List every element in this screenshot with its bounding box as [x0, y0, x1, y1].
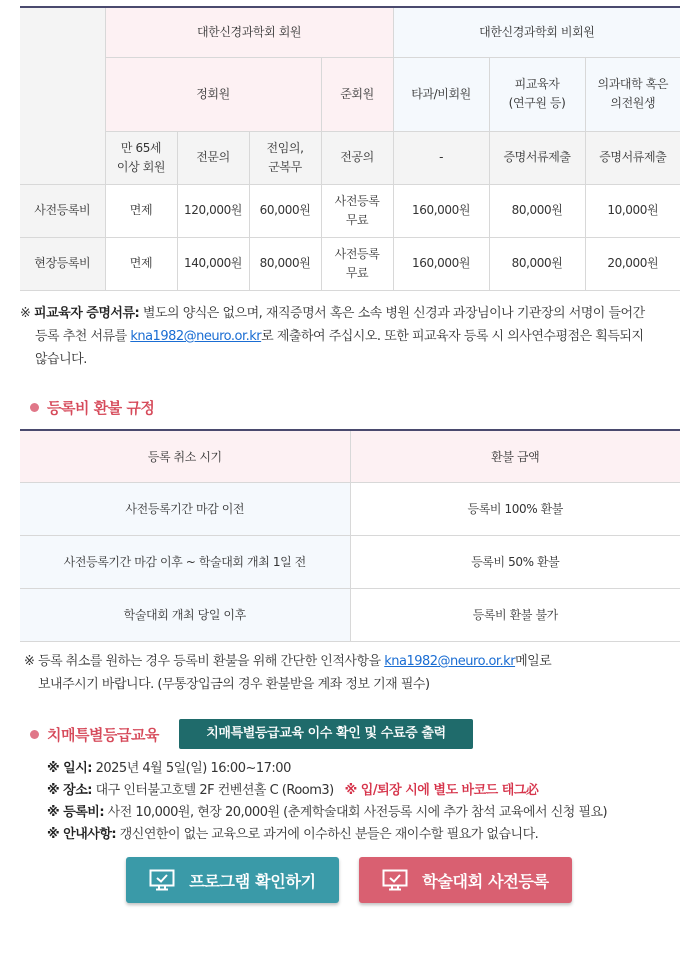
table-cell: 160,000원 [393, 237, 489, 290]
over65-header: 만 65세 이상 회원 [105, 131, 177, 184]
table-cell: 등록비 환불 불가 [350, 588, 680, 641]
table-cell: 160,000원 [393, 184, 489, 237]
note-text-line2b: 로 제출하여 주십시오. 또한 피교육자 등록 시 의사연수평점은 획득되지 [261, 329, 644, 344]
note-text-line2a: 등록 추천 서류를 [35, 329, 131, 344]
refund-note-text-c: 보내주시기 바랍니다. (무통장입금의 경우 환불받을 계좌 정보 기재 필수) [38, 677, 430, 692]
table-cell: 등록비 100% 환불 [350, 482, 680, 535]
table-cell: 60,000원 [249, 184, 321, 237]
note-text-line3: 않습니다. [35, 352, 87, 367]
table-cell: 10,000원 [585, 184, 680, 237]
refund-note-text-a: ※ 등록 취소를 원하는 경우 등록비 환불을 위해 간단한 인적사항을 [24, 654, 385, 669]
monitor-check-icon [382, 869, 408, 891]
refund-note [24, 650, 684, 696]
note-mark: ※ [20, 306, 31, 321]
trainee-proof-header: 증명서류제출 [489, 131, 585, 184]
table-row [20, 588, 680, 641]
table-cell: 140,000원 [177, 237, 249, 290]
nonmember-group-header: 대한신경과학회 비회원 [393, 7, 680, 57]
dementia-date: ※ 일시: 2025년 4월 5일(일) 16:00~17:00 [47, 761, 291, 776]
table-cell: 사전등록 무료 [321, 184, 393, 237]
other-dept-subheader: - [393, 131, 489, 184]
note-text-line1: 별도의 양식은 없으며, 재직증명서 혹은 소속 병원 신경과 과장님이나 기관장의 서명이 들어간 [139, 306, 645, 321]
preregistration-button[interactable] [359, 857, 572, 903]
dementia-fee: ※ 등록비: 사전 10,000원, 현장 20,000원 (춘계학술대회 사전등록 시에 추가 참석 교육에서 신청 필요) [47, 805, 608, 820]
barcode-warning: ※ 입/퇴장 시에 별도 바코드 태그必 [344, 783, 539, 798]
refund-header-amount: 환불 금액 [350, 430, 680, 482]
table-cell: 20,000원 [585, 237, 680, 290]
student-header: 의과대학 혹은 의전원생 [585, 57, 680, 131]
table-row [20, 535, 680, 588]
table-cell: 120,000원 [177, 184, 249, 237]
bullet-icon [30, 730, 39, 739]
dementia-guide: ※ 안내사항: 갱신연한이 없는 교육으로 과거에 이수하신 분들은 재이수할 필요가 없습니다. [47, 827, 539, 842]
refund-email-link[interactable]: kna1982@neuro.or.kr [384, 654, 516, 669]
refund-header-period: 등록 취소 시기 [20, 430, 350, 482]
row-label-onsite: 현장등록비 [20, 237, 105, 290]
registration-fee-table [20, 6, 680, 291]
associate-member-header: 준회원 [321, 57, 393, 131]
table-cell: 사전등록기간 마감 이전 [20, 482, 350, 535]
table-row [20, 237, 680, 290]
student-proof-header: 증명서류제출 [585, 131, 680, 184]
table-cell: 학술대회 개최 당일 이후 [20, 588, 350, 641]
monitor-check-icon [149, 869, 175, 891]
table-cell: 면제 [105, 237, 177, 290]
dementia-certificate-button[interactable]: 치매특별등급교육 이수 확인 및 수료증 출력 [179, 719, 473, 749]
table-cell: 등록비 50% 환불 [350, 535, 680, 588]
program-button-label: 프로그램 확인하기 [189, 871, 316, 891]
table-cell: 80,000원 [489, 184, 585, 237]
refund-note-text-b: 메일로 [515, 654, 552, 669]
table-cell: 면제 [105, 184, 177, 237]
register-button-label: 학술대회 사전등록 [422, 871, 549, 891]
program-check-button[interactable] [126, 857, 339, 903]
trainee-header: 피교육자 (연구원 등) [489, 57, 585, 131]
table-cell: 사전등록 무료 [321, 237, 393, 290]
resident-header: 전공의 [321, 131, 393, 184]
table-cell: 사전등록기간 마감 이후 ~ 학술대회 개최 1일 전 [20, 535, 350, 588]
refund-table [20, 429, 680, 642]
email-link[interactable]: kna1982@neuro.or.kr [130, 329, 262, 344]
specialist-header: 전문의 [177, 131, 249, 184]
member-group-header: 대한신경과학회 회원 [105, 7, 393, 57]
bullet-icon [30, 403, 39, 412]
fee-table-corner [20, 7, 105, 184]
trainee-proof-note [20, 302, 685, 371]
other-dept-header: 타과/비회원 [393, 57, 489, 131]
note-label: 피교육자 증명서류: [34, 306, 140, 321]
dementia-section-title: 치매특별등급교육 [30, 724, 159, 745]
dementia-place: ※ 장소: 대구 인터불고호텔 2F 컨벤션홀 C (Room3) ※ 입/퇴장 시에 별도 바코드 태그必 [47, 783, 539, 798]
row-label-preregistration: 사전등록비 [20, 184, 105, 237]
table-cell: 80,000원 [489, 237, 585, 290]
refund-section-title: 등록비 환불 규정 [30, 397, 154, 418]
regular-member-header: 정회원 [105, 57, 321, 131]
table-row [20, 184, 680, 237]
table-row [20, 482, 680, 535]
table-cell: 80,000원 [249, 237, 321, 290]
fulltime-header: 전임의, 군복무 [249, 131, 321, 184]
